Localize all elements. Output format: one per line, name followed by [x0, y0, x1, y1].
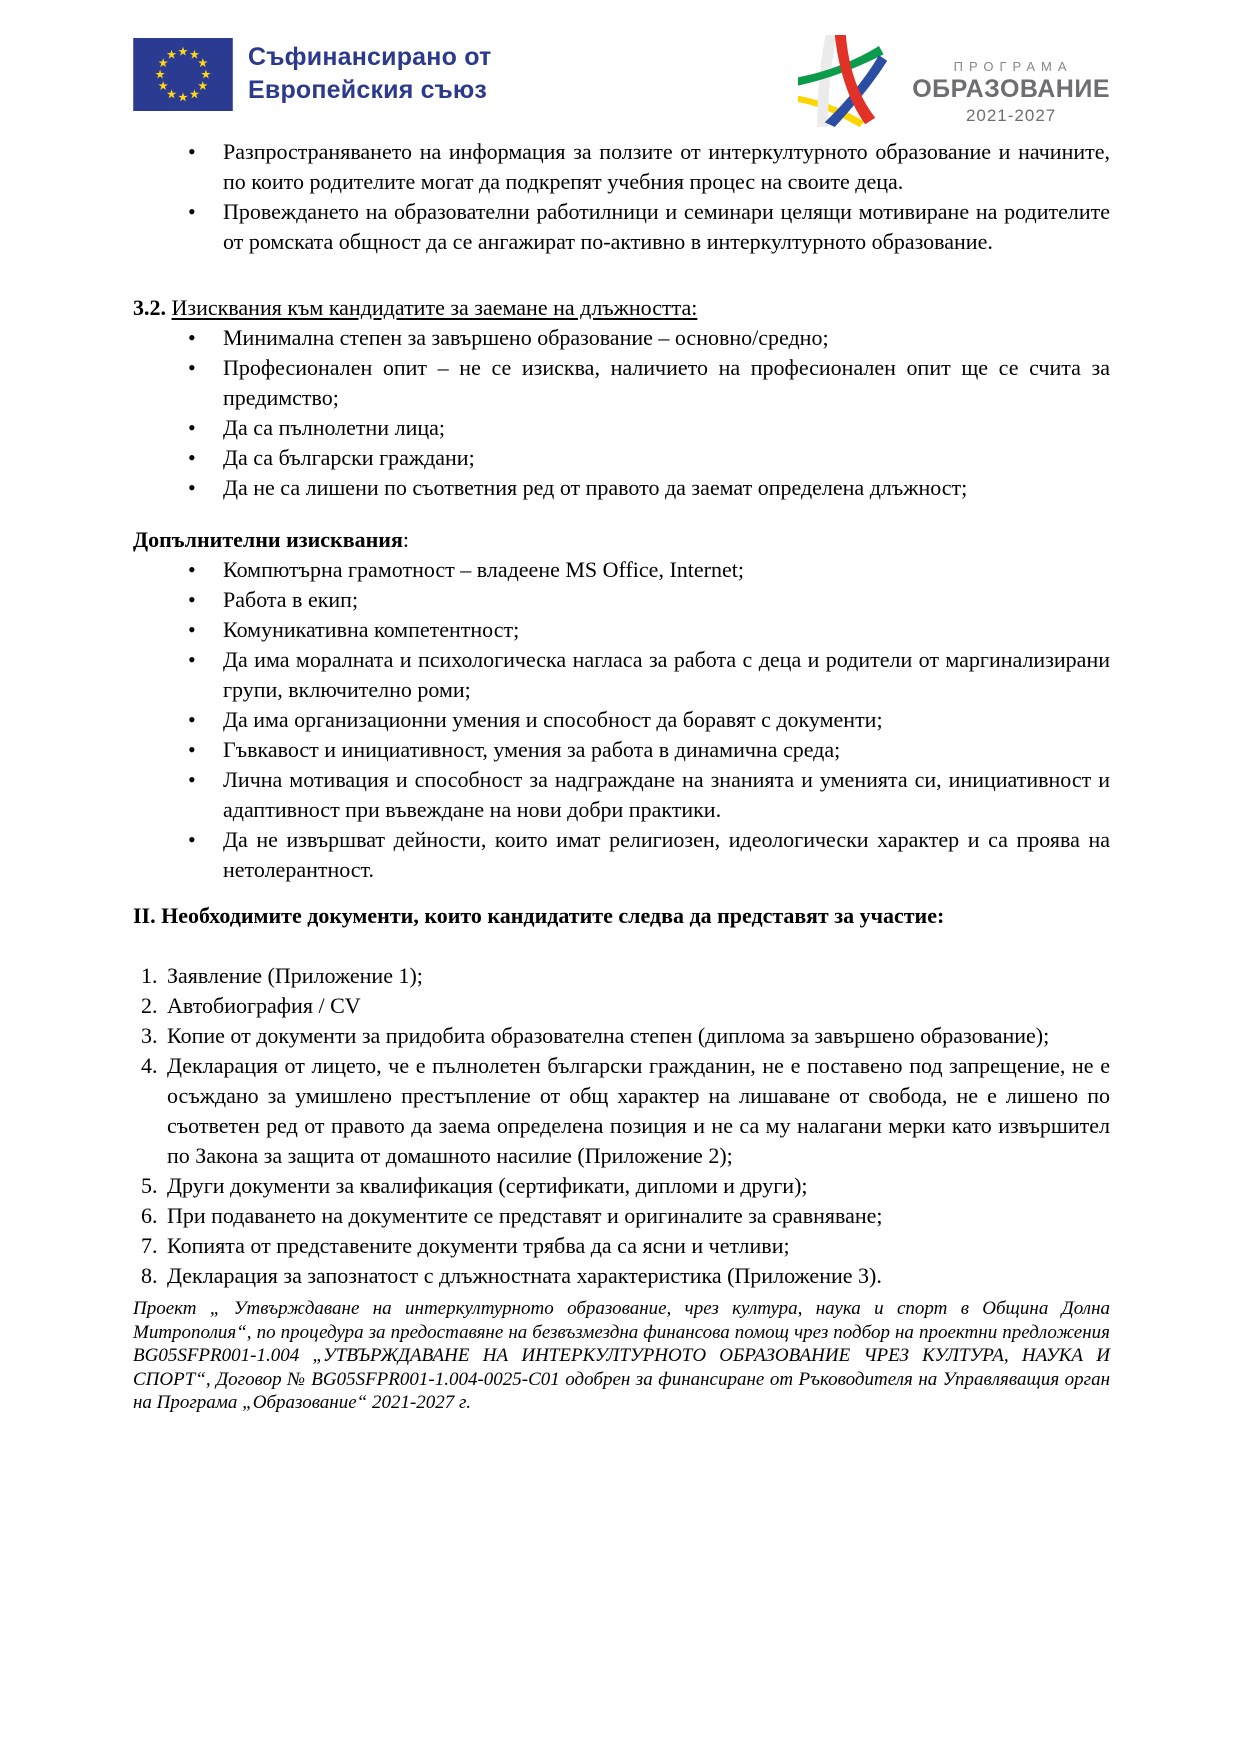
list-item: [133, 991, 1110, 1021]
item-text: Автобиография / CV: [167, 993, 361, 1018]
program-logo-text: [912, 59, 1110, 126]
item-text: Декларация за запознатост с длъжностната характеристика (Приложение 3).: [167, 1263, 882, 1288]
item-number: 7.: [141, 1233, 158, 1258]
list-item: • Да не са лишени по съответния ред от правото да заемат определена длъжност;: [223, 473, 1110, 503]
additional-requirements-heading: [133, 525, 1110, 555]
item-text: Копие от документи за придобита образователна степен (диплома за завършено образование);: [167, 1023, 1050, 1048]
item-number: 6.: [141, 1203, 158, 1228]
documents-list: [133, 961, 1110, 1291]
list-item: [133, 1231, 1110, 1261]
program-years: 2021-2027: [965, 106, 1057, 125]
item-number: 2.: [141, 993, 158, 1018]
additional-requirements-list: [133, 555, 1110, 885]
list-item: • Разпространяването на информация за ползите от интеркултурното образование и начините, по които родителите могат да подкрепят учебния процес на своите деца.: [223, 137, 1110, 197]
heading-colon: :: [402, 527, 409, 552]
eu-logo-line2: Европейския съюз: [248, 76, 488, 104]
eu-logo-line1: Съфинансирано от: [248, 43, 492, 71]
program-name: ОБРАЗОВАНИЕ: [912, 75, 1110, 103]
item-text: Други документи за квалификация (сертификати, дипломи и други);: [167, 1173, 808, 1198]
item-number: 8.: [141, 1263, 158, 1288]
section-2-heading: II. Необходимите документи, които кандидатите следва да представят за участие:: [133, 903, 945, 928]
list-item: • Гъвкавост и инициативност, умения за работа в динамична среда;: [223, 735, 1110, 765]
eu-flag-icon: [133, 38, 233, 111]
intro-bullet-list: [133, 137, 1110, 257]
item-text: Декларация от лицето, че е пълнолетен български гражданин, не е поставено под запрещение, не е осъждано за умишлено престъпление от общ характер на лишаване от свобода, не е лишено по съответен ред от правото да заема определена позиция и не са му налагани мерки като извършител по Закона за защита от домашното насилие (Приложение 2);: [167, 1053, 1110, 1168]
list-item: • Лична мотивация и способност за надграждане на знанията и уменията си, инициативност и адаптивност при въвеждане на нови добри практики.: [223, 765, 1110, 825]
eu-cofunded-logo: [133, 33, 491, 111]
project-footer-text: Проект „ Утвърждаване на интеркултурното образование, чрез култура, наука и спорт в Община Долна Митрополия“, по процедура за предоставяне на безвъзмездна финансова помощ чрез подбор на проектни предложения BG05SFPR001-1.004 „УТВЪРЖДАВАНЕ НА ИНТЕРКУЛТУРНОТО ОБРАЗОВАНИЕ ЧРЕЗ КУЛТУРА, НАУКА И СПОРТ“, Договор № BG05SFPR001-1.004-0025-C01 одобрен за финансиране от Ръководителя на Управляващия орган на Програма „Образование“ 2021-2027 г.: [133, 1298, 1110, 1413]
list-item: • Комуникативна компетентност;: [223, 615, 1110, 645]
list-item: • Провеждането на образователни работилници и семинари целящи мотивиране на родителите от ромската общност да се ангажират по-активно в интеркултурното образование.: [223, 197, 1110, 257]
item-text: Копията от представените документи трябва да са ясни и четливи;: [167, 1233, 790, 1258]
eu-logo-text: [248, 41, 491, 107]
list-item: [133, 1021, 1110, 1051]
list-item: • Работа в екип;: [223, 585, 1110, 615]
list-item: • Да не извършват дейности, които имат религиозен, идеологически характер и са проява на нетолерантност.: [223, 825, 1110, 885]
program-label: ПРОГРАМА: [953, 59, 1073, 74]
section-3-2-heading: [133, 293, 1110, 323]
list-item: [133, 1051, 1110, 1171]
program-ribbons-icon: [798, 35, 890, 127]
document-body: [133, 137, 1110, 1415]
requirements-list: [133, 323, 1110, 503]
page-header: [133, 33, 1110, 127]
item-number: 4.: [141, 1053, 158, 1078]
item-number: 3.: [141, 1023, 158, 1048]
item-number: 5.: [141, 1173, 158, 1198]
list-item: [133, 961, 1110, 991]
heading-text: Допълнителни изисквания: [133, 527, 403, 552]
item-number: 1.: [141, 963, 158, 988]
list-item: [133, 1201, 1110, 1231]
list-item: [133, 1171, 1110, 1201]
list-item: [133, 1261, 1110, 1291]
list-item: • Компютърна грамотност – владеене MS Office, Internet;: [223, 555, 1110, 585]
item-text: При подаването на документите се представят и оригиналите за сравняване;: [167, 1203, 883, 1228]
list-item: • Минимална степен за завършено образование – основно/средно;: [223, 323, 1110, 353]
section-number: 3.2.: [133, 295, 166, 320]
list-item: • Професионален опит – не се изисква, наличието на професионален опит ще се счита за предимство;: [223, 353, 1110, 413]
list-item: • Да има организационни умения и способност да боравят с документи;: [223, 705, 1110, 735]
section-title: Изисквания към кандидатите за заемане на длъжността:: [171, 295, 698, 320]
item-text: Заявление (Приложение 1);: [167, 963, 423, 988]
program-education-logo: [798, 35, 1110, 127]
list-item: • Да са български граждани;: [223, 443, 1110, 473]
list-item: • Да има моралната и психологическа нагласа за работа с деца и родители от маргинализирани групи, включително роми;: [223, 645, 1110, 705]
list-item: • Да са пълнолетни лица;: [223, 413, 1110, 443]
